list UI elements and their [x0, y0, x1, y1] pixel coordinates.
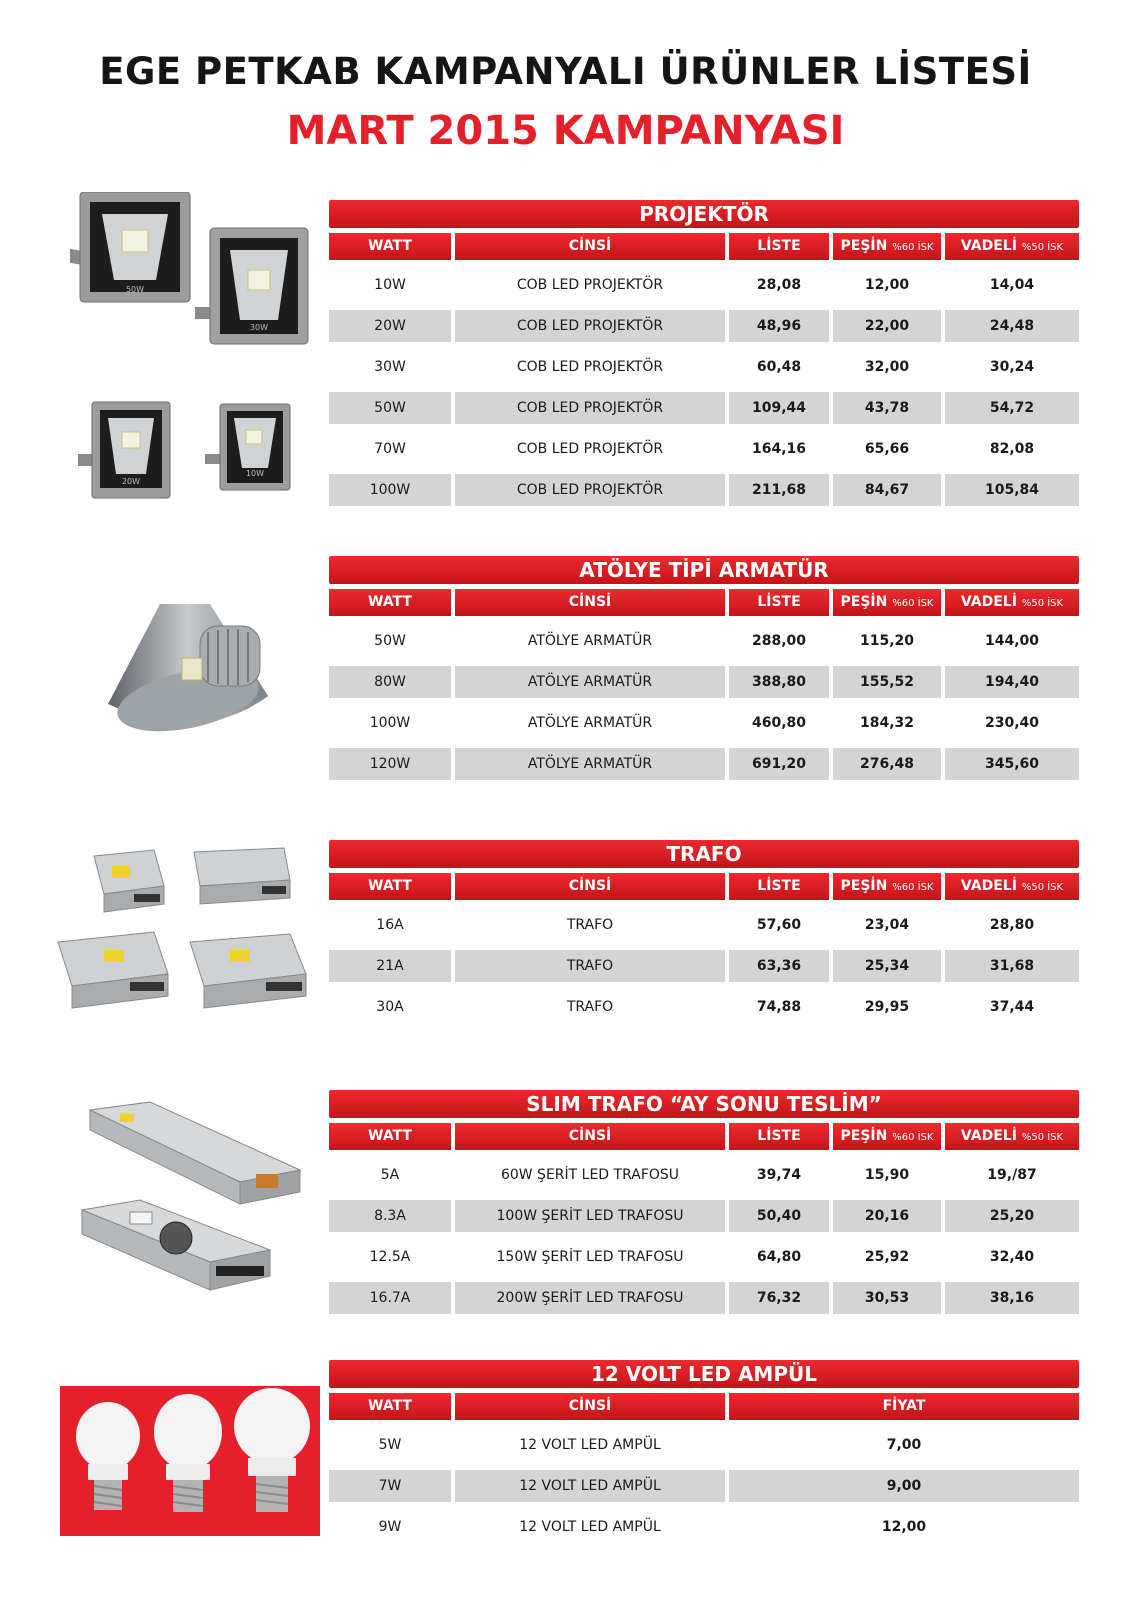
table-row — [329, 748, 1079, 780]
cell-pesin: 184,32 — [859, 715, 915, 731]
cell-watt: 30W — [374, 359, 406, 375]
cell-cinsi: COB LED PROJEKTÖR — [455, 310, 725, 342]
cell-pesin: 84,67 — [833, 474, 941, 506]
cell-watt: 50W — [329, 392, 451, 424]
image-label-10w: 10W — [245, 469, 265, 478]
table-row — [329, 474, 1079, 506]
cell-watt: 9W — [378, 1519, 402, 1535]
cell-pesin: 65,66 — [864, 441, 910, 457]
table-row — [329, 1241, 1079, 1273]
cell-pesin: 30,53 — [833, 1282, 941, 1314]
floodlight-50w-image — [70, 192, 190, 302]
col-vadeli-note: %50 İSK — [1021, 882, 1064, 893]
cell-pesin: 32,00 — [864, 359, 910, 375]
floodlight-10w-image — [205, 404, 290, 490]
col-pesin — [833, 589, 941, 616]
cell-vadeli: 105,84 — [945, 474, 1079, 506]
cell-watt: 30A — [376, 999, 404, 1015]
cell-liste: 211,68 — [729, 474, 829, 506]
cell-liste: 63,36 — [729, 950, 829, 982]
led-bulbs-image — [60, 1386, 320, 1536]
col-vadeli-note: %50 İSK — [1021, 1132, 1064, 1143]
cell-vadeli: 82,08 — [989, 441, 1035, 457]
cell-cinsi: ATÖLYE ARMATÜR — [527, 715, 653, 731]
col-pesin — [833, 873, 941, 900]
cell-vadeli: 19,/87 — [987, 1167, 1037, 1183]
cell-liste: 64,80 — [756, 1249, 802, 1265]
col-pesin-note: %60 İSK — [892, 598, 934, 609]
cell-watt: 20W — [329, 310, 451, 342]
table-row — [329, 351, 1079, 383]
col-vadeli-label: VADELİ — [960, 1128, 1017, 1144]
cell-cinsi: COB LED PROJEKTÖR — [516, 359, 664, 375]
col-vadeli — [945, 873, 1079, 900]
col-watt: WATT — [329, 589, 451, 616]
cell-liste: 74,88 — [756, 999, 802, 1015]
col-cinsi: CİNSİ — [455, 1393, 725, 1420]
cell-fiyat: 12,00 — [881, 1519, 927, 1535]
section-slim-trafo — [329, 1090, 1079, 1314]
section-ampul — [329, 1360, 1079, 1543]
col-fiyat: FİYAT — [729, 1393, 1079, 1420]
cell-watt: 5W — [378, 1437, 402, 1453]
cell-vadeli: 28,80 — [989, 917, 1035, 933]
cell-cinsi: COB LED PROJEKTÖR — [455, 474, 725, 506]
cell-liste: 50,40 — [729, 1200, 829, 1232]
cell-pesin: 276,48 — [833, 748, 941, 780]
cell-vadeli: 194,40 — [945, 666, 1079, 698]
col-watt: WATT — [329, 233, 451, 260]
cell-vadeli: 14,04 — [989, 277, 1035, 293]
table-row — [329, 1470, 1079, 1502]
col-cinsi: CİNSİ — [455, 233, 725, 260]
cell-watt: 10W — [374, 277, 406, 293]
cell-liste: 460,80 — [751, 715, 807, 731]
cell-watt: 80W — [329, 666, 451, 698]
cell-pesin: 23,04 — [864, 917, 910, 933]
cell-pesin: 22,00 — [833, 310, 941, 342]
col-pesin-label: PEŞİN — [840, 594, 888, 610]
table-row — [329, 625, 1079, 657]
cell-pesin: 15,90 — [864, 1167, 910, 1183]
cell-watt: 8.3A — [329, 1200, 451, 1232]
col-pesin-label: PEŞİN — [840, 878, 888, 894]
floodlight-30w-image — [195, 228, 308, 344]
cell-liste: 60,48 — [756, 359, 802, 375]
cell-vadeli: 230,40 — [984, 715, 1040, 731]
cell-cinsi: TRAFO — [566, 999, 614, 1015]
col-liste: LİSTE — [729, 1123, 829, 1150]
cell-pesin: 155,52 — [833, 666, 941, 698]
bulb-small-image — [76, 1402, 140, 1510]
col-vadeli-note: %50 İSK — [1021, 242, 1064, 253]
col-vadeli — [945, 589, 1079, 616]
section-atolye — [329, 556, 1079, 780]
table-row — [329, 707, 1079, 739]
cell-cinsi: 150W ŞERİT LED TRAFOSU — [496, 1249, 684, 1265]
table-row — [329, 1429, 1079, 1461]
section-title: TRAFO — [329, 840, 1079, 868]
col-vadeli — [945, 1123, 1079, 1150]
cell-pesin: 25,92 — [864, 1249, 910, 1265]
cell-vadeli: 32,40 — [989, 1249, 1035, 1265]
slim-trafo-top-image — [90, 1102, 300, 1204]
cell-watt: 12.5A — [369, 1249, 411, 1265]
slim-power-supply-images — [80, 1100, 310, 1330]
cell-cinsi: TRAFO — [566, 917, 614, 933]
cell-cinsi: 100W ŞERİT LED TRAFOSU — [455, 1200, 725, 1232]
cell-watt: 7W — [329, 1470, 451, 1502]
col-pesin — [833, 233, 941, 260]
cell-watt: 120W — [329, 748, 451, 780]
col-pesin — [833, 1123, 941, 1150]
cell-fiyat: 9,00 — [729, 1470, 1079, 1502]
cell-liste: 109,44 — [729, 392, 829, 424]
table-row — [329, 433, 1079, 465]
col-cinsi: CİNSİ — [455, 873, 725, 900]
col-liste: LİSTE — [729, 589, 829, 616]
cell-vadeli: 54,72 — [945, 392, 1079, 424]
cell-fiyat: 7,00 — [886, 1437, 922, 1453]
table-row — [329, 1200, 1079, 1232]
col-cinsi: CİNSİ — [455, 1123, 725, 1150]
table-row — [329, 991, 1079, 1023]
col-liste: LİSTE — [729, 233, 829, 260]
cell-liste: 691,20 — [729, 748, 829, 780]
cell-cinsi: 12 VOLT LED AMPÜL — [519, 1519, 661, 1535]
cell-liste: 288,00 — [751, 633, 807, 649]
cell-cinsi: ATÖLYE ARMATÜR — [455, 666, 725, 698]
campaign-subtitle: MART 2015 KAMPANYASI — [286, 108, 845, 154]
col-vadeli-label: VADELİ — [960, 238, 1017, 254]
table-row — [329, 1511, 1079, 1543]
cell-liste: 48,96 — [729, 310, 829, 342]
table-header — [329, 1393, 1079, 1420]
cell-cinsi: 60W ŞERİT LED TRAFOSU — [500, 1167, 680, 1183]
cell-vadeli: 30,24 — [989, 359, 1035, 375]
section-title: ATÖLYE TİPİ ARMATÜR — [329, 556, 1079, 584]
table-row — [329, 1282, 1079, 1314]
col-vadeli-note: %50 İSK — [1021, 598, 1064, 609]
bulb-large-image — [234, 1388, 310, 1512]
high-bay-lamp-image — [100, 596, 280, 746]
cell-vadeli: 144,00 — [984, 633, 1040, 649]
projector-images — [60, 192, 320, 512]
cell-vadeli: 24,48 — [945, 310, 1079, 342]
cell-pesin: 43,78 — [833, 392, 941, 424]
cell-watt: 70W — [374, 441, 406, 457]
table-row — [329, 950, 1079, 982]
col-cinsi: CİNSİ — [455, 589, 725, 616]
section-projektor — [329, 200, 1079, 506]
cell-cinsi: 200W ŞERİT LED TRAFOSU — [455, 1282, 725, 1314]
cell-watt: 100W — [329, 474, 451, 506]
table-header — [329, 233, 1079, 260]
cell-pesin: 20,16 — [833, 1200, 941, 1232]
trafo-large-2-image — [190, 934, 306, 1008]
col-pesin-label: PEŞİN — [840, 238, 888, 254]
col-watt: WATT — [329, 873, 451, 900]
slim-trafo-bottom-image — [82, 1200, 270, 1290]
col-pesin-note: %60 İSK — [892, 1132, 934, 1143]
col-vadeli — [945, 233, 1079, 260]
col-pesin-note: %60 İSK — [892, 242, 934, 253]
cell-pesin: 12,00 — [864, 277, 910, 293]
trafo-large-1-image — [58, 932, 168, 1008]
cell-liste: 57,60 — [756, 917, 802, 933]
cell-cinsi: COB LED PROJEKTÖR — [516, 441, 664, 457]
cell-liste: 388,80 — [729, 666, 829, 698]
section-title: 12 VOLT LED AMPÜL — [329, 1360, 1079, 1388]
cell-cinsi: TRAFO — [455, 950, 725, 982]
cell-liste: 76,32 — [729, 1282, 829, 1314]
power-supply-images — [54, 846, 316, 1026]
section-trafo — [329, 840, 1079, 1023]
image-label-20w: 20W — [121, 477, 141, 486]
cell-pesin: 29,95 — [864, 999, 910, 1015]
cell-liste: 39,74 — [756, 1167, 802, 1183]
table-row — [329, 310, 1079, 342]
table-row — [329, 666, 1079, 698]
cell-pesin: 115,20 — [859, 633, 915, 649]
cell-pesin: 25,34 — [833, 950, 941, 982]
cell-watt: 100W — [369, 715, 411, 731]
cell-vadeli: 37,44 — [989, 999, 1035, 1015]
table-row — [329, 1159, 1079, 1191]
col-pesin-label: PEŞİN — [840, 1128, 888, 1144]
cell-cinsi: ATÖLYE ARMATÜR — [527, 633, 653, 649]
table-header — [329, 873, 1079, 900]
cell-vadeli: 25,20 — [945, 1200, 1079, 1232]
col-watt: WATT — [329, 1393, 451, 1420]
cell-liste: 28,08 — [756, 277, 802, 293]
cell-vadeli: 345,60 — [945, 748, 1079, 780]
image-label-30w: 30W — [249, 323, 269, 332]
cell-vadeli: 31,68 — [945, 950, 1079, 982]
cell-watt: 5A — [380, 1167, 400, 1183]
trafo-small-2-image — [194, 848, 290, 904]
cell-vadeli: 38,16 — [945, 1282, 1079, 1314]
cell-cinsi: 12 VOLT LED AMPÜL — [455, 1470, 725, 1502]
cell-watt: 21A — [329, 950, 451, 982]
col-vadeli-label: VADELİ — [960, 594, 1017, 610]
table-row — [329, 392, 1079, 424]
table-header — [329, 1123, 1079, 1150]
col-watt: WATT — [329, 1123, 451, 1150]
trafo-small-1-image — [94, 850, 164, 912]
cell-liste: 164,16 — [751, 441, 807, 457]
table-row — [329, 269, 1079, 301]
cell-watt: 16A — [376, 917, 404, 933]
page-title: EGE PETKAB KAMPANYALI ÜRÜNLER LİSTESİ — [99, 50, 1032, 93]
table-row — [329, 909, 1079, 941]
cell-cinsi: COB LED PROJEKTÖR — [455, 392, 725, 424]
cell-cinsi: ATÖLYE ARMATÜR — [455, 748, 725, 780]
cell-watt: 16.7A — [329, 1282, 451, 1314]
cell-cinsi: COB LED PROJEKTÖR — [516, 277, 664, 293]
cell-cinsi: 12 VOLT LED AMPÜL — [519, 1437, 661, 1453]
col-pesin-note: %60 İSK — [892, 882, 934, 893]
bulb-medium-image — [154, 1394, 222, 1512]
col-liste: LİSTE — [729, 873, 829, 900]
cell-watt: 50W — [374, 633, 406, 649]
col-vadeli-label: VADELİ — [960, 878, 1017, 894]
floodlight-20w-image — [78, 402, 170, 498]
image-label-50w: 50W — [125, 285, 145, 294]
table-header — [329, 589, 1079, 616]
section-title: SLIM TRAFO “AY SONU TESLİM” — [329, 1090, 1079, 1118]
section-title: PROJEKTÖR — [329, 200, 1079, 228]
